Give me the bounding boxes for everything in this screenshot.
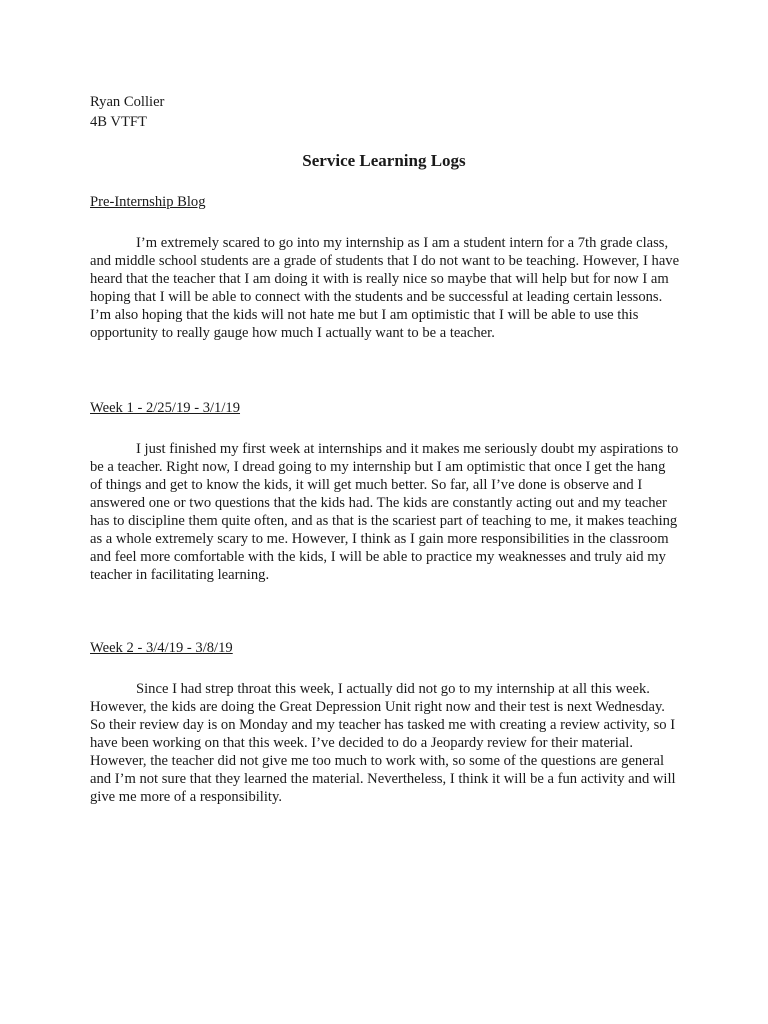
section-heading: Week 2 - 3/4/19 - 3/8/19 <box>90 640 233 656</box>
section-body: I’m extremely scared to go into my internship as I am a student intern for a 7th grade class, and middle school students are a grade of students that I do not want to be teaching. However, I have heard that the teacher that I am doing it with is really nice so maybe that will help but for now I am hoping that I will be able to connect with the students and be successful at leading certain lessons. I’m also hoping that the kids will not hate me but I am optimistic that I will be able to use this opportunity to really gauge how much I actually want to be a teacher. <box>90 235 680 341</box>
author-name: Ryan Collier <box>90 94 165 110</box>
author-header <box>90 92 164 132</box>
section-pre-internship <box>90 192 680 342</box>
section-body: Since I had strep throat this week, I actually did not go to my internship at all this week. However, the kids are doing the Great Depression Unit right now and their test is next Wednesday. So their review day is on Monday and my teacher has tasked me with creating a review activity, so I have been working on that this week. I’ve decided to do a Jeopardy review for their material. However, the teacher did not give me too much to work with, so some of the questions are general and I’m not sure that they learned the material. Nevertheless, I think it will be a fun activity and will give me more of a responsibility. <box>90 681 676 805</box>
author-class: 4B VTFT <box>90 114 147 130</box>
section-heading: Week 1 - 2/25/19 - 3/1/19 <box>90 400 241 416</box>
section-heading: Pre-Internship Blog <box>90 194 206 210</box>
section-body: I just finished my first week at internships and it makes me seriously doubt my aspirations to be a teacher. Right now, I dread going to my internship but I am optimistic that once I get the hang of things and get to know the kids, it will get much better. So far, all I’ve done is observe and I answered one or two questions that the kids had. The kids are constantly acting out and my teacher has to discipline them quite often, and as that is the scariest part of teaching to me, it makes teaching as a whole extremely scary to me. However, I think as I gain more responsibilities in the classroom and feel more comfortable with the kids, I will be able to practice my weaknesses and truly aid my teacher in facilitating learning. <box>90 441 679 583</box>
section-week-1 <box>90 398 680 584</box>
section-week-2 <box>90 638 680 806</box>
document-title: Service Learning Logs <box>302 151 466 170</box>
